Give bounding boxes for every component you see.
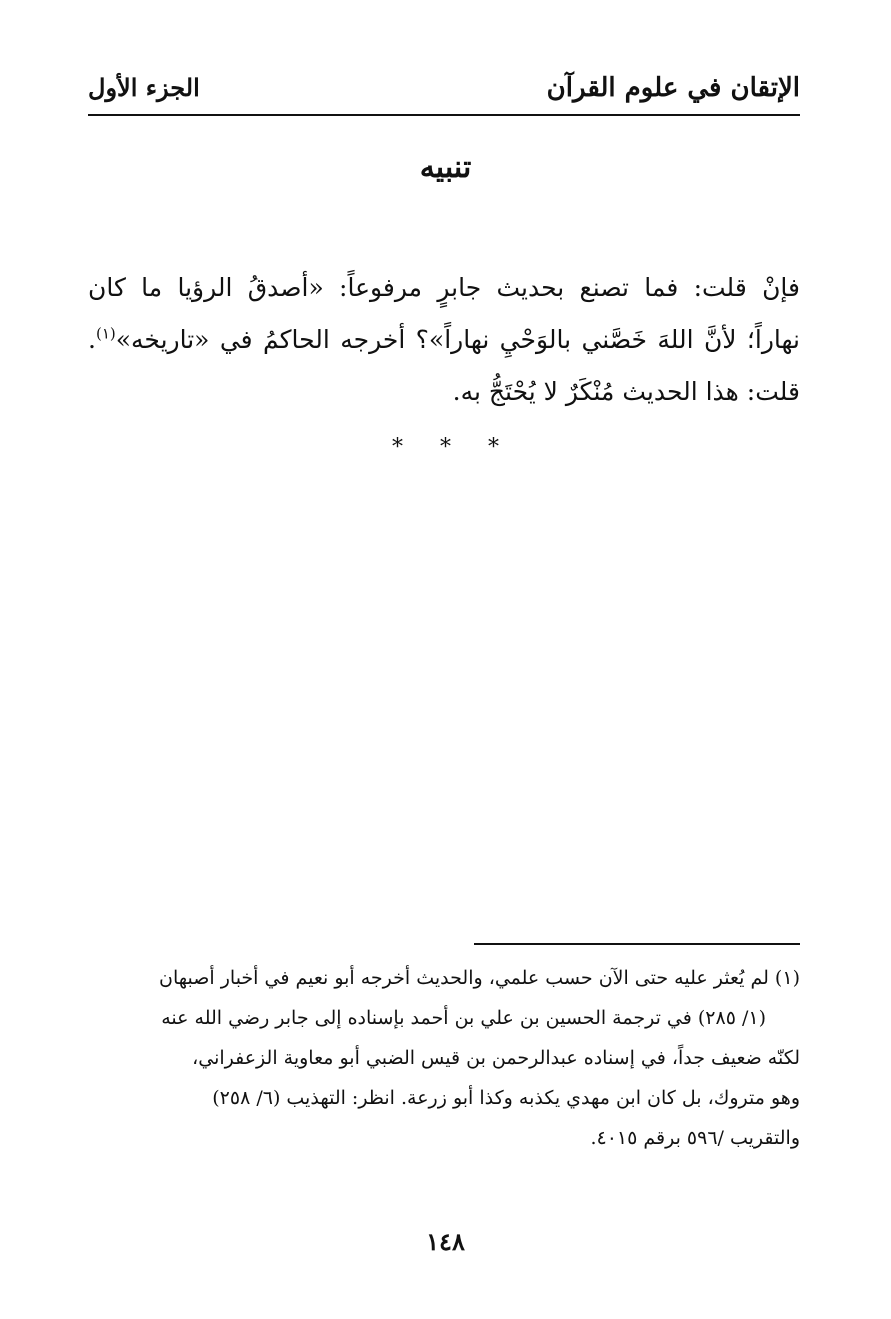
header-divider [88, 114, 800, 116]
section-separator: * * * [392, 435, 499, 460]
body-line-2 [88, 314, 800, 366]
footnotes [88, 958, 800, 1158]
page-number: ١٤٨ [426, 1227, 465, 1256]
footnote-divider [474, 943, 800, 945]
footnote-line-1: (١) لم يُعثر عليه حتى الآن حسب علمي، والحديث أخرجه أبو نعيم في أخبار أصبهان [159, 967, 800, 989]
body-line-2-text: نهاراً؛ لأنَّ اللهَ خَصَّني بالوَحْيِ نهاراً»؟ أخرجه الحاكمُ في «تاريخه» [115, 325, 800, 354]
footnote-line-3: لكنّه ضعيف جداً، في إسناده عبدالرحمن بن قيس الضبي أبو معاوية الزعفراني، [192, 1047, 800, 1069]
body-line-2-end: . [88, 325, 96, 354]
section-heading: تنبيه [419, 150, 472, 185]
page-header [88, 68, 800, 112]
body-line-1: فإنْ قلت: فما تصنع بحديث جابرٍ مرفوعاً: «أصدقُ الرؤيا ما كان [88, 273, 800, 302]
volume-label: الجزء الأول [88, 73, 200, 102]
footnote-line-4: وهو متروك، بل كان ابن مهدي يكذبه وكذا أبو زرعة. انظر: التهذيب (٦/ ٢٥٨) [212, 1087, 800, 1109]
footnote-line-2: (١/ ٢٨٥) في ترجمة الحسين بن علي بن أحمد بإسناده إلى جابر رضي الله عنه [161, 1007, 766, 1029]
footnote-line-5: والتقريب /٥٩٦ برقم ٤٠١٥. [590, 1127, 800, 1149]
footnote-marker: (١) [95, 324, 116, 343]
book-title: الإتقان في علوم القرآن [546, 73, 800, 103]
body-line-3: قلت: هذا الحديث مُنْكَرٌ لا يُحْتَجُّ به. [452, 377, 800, 406]
body-text [88, 262, 800, 418]
